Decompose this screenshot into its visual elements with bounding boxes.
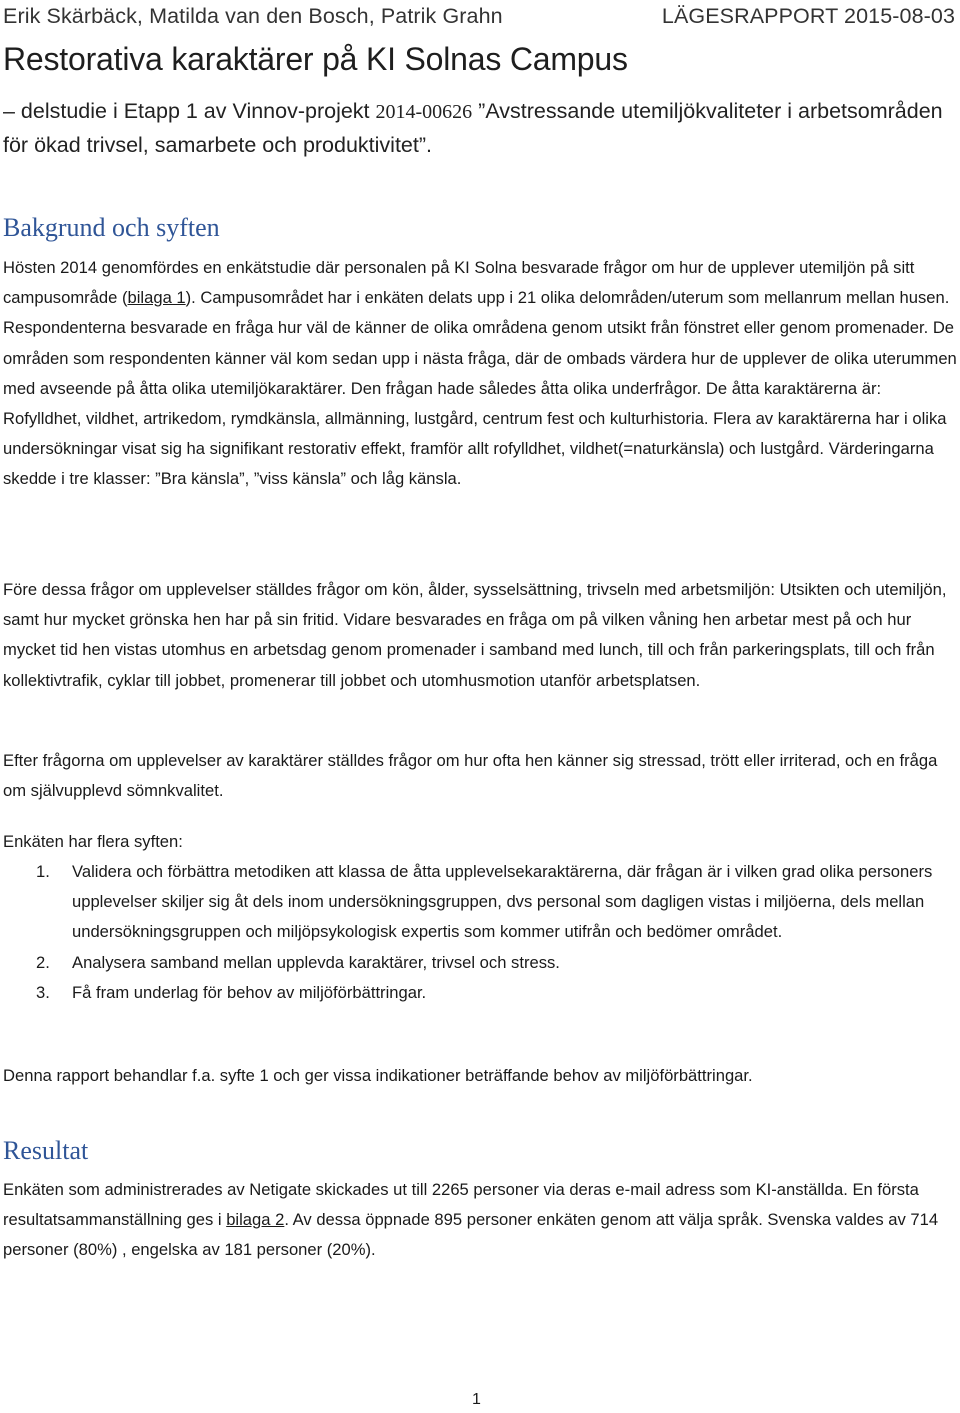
heading-resultat: Resultat	[3, 1136, 89, 1165]
list-item	[3, 857, 960, 948]
paragraph-bakgrund-4: Enkäten har flera syften:	[3, 832, 183, 851]
bilaga-2-link[interactable]: bilaga 2	[226, 1210, 285, 1230]
header-report-label: LÄGESRAPPORT 2015-08-03	[661, 4, 955, 28]
subtitle-project-number: 2014-00626	[375, 101, 473, 123]
list-item	[3, 948, 960, 978]
paragraph-text: ). Campusområdet har i enkäten delats upp i 21 olika delområden/uterum som mellanrum mellan husen. Respondenterna besvarade en fråga hur väl de känner de olika områdena genom utsikt från fönstret eller genom promenader. De områden som respondenten känner väl kom sedan upp i nästa fråga, där de ombads värdera hur de upplever de olika uterummen med avseende på åtta olika utemiljökaraktärer. Den frågan hade således åtta olika underfrågor. De åtta karaktärerna är: Rofylldhet, vildhet, artrikedom, rymdkänsla, allmänning, lustgård, centrum fest och kulturhistoria. Flera av karaktärerna har i olika undersökningar visat sig ha signifikant restorativ effekt, framför allt rofylldhet, vildhet(=naturkänsla) och lustgård. Värderingarna skedde i tre klasser: ”Bra känsla”, ”viss känsla” och låg känsla.	[3, 288, 957, 489]
paragraph-text: Enkäten som administrerades av Netigate skickades ut till 2265 personer via deras e-mail adress som KI-anställda. En första resultatsammanställning ges i	[3, 1180, 919, 1230]
list-marker: 1.	[36, 862, 50, 881]
page-header	[3, 4, 955, 29]
subtitle-part2: ”Avstressande utemiljökvaliteter i arbetsområden för ökad trivsel, samarbete och produktivitet”.	[3, 99, 943, 157]
bilaga-1-link[interactable]: bilaga 1	[127, 288, 186, 308]
purpose-list	[3, 857, 960, 1008]
list-item	[3, 978, 960, 1008]
page-number: 1	[472, 1391, 481, 1408]
paragraph-bakgrund-1	[3, 253, 960, 495]
paragraph-bakgrund-3: Efter frågorna om upplevelser av karaktärer ställdes frågor om hur ofta hen känner sig stressad, trött eller irriterad, och en fråga om självupplevd sömnkvalitet.	[3, 751, 938, 801]
list-marker: 3.	[36, 982, 50, 1002]
paragraph-text: . Av dessa öppnade 895 personer enkäten genom att välja språk. Svenska valdes av 714 personer (80%) , engelska av 181 personer (20%).	[3, 1210, 939, 1260]
paragraph-resultat-1	[3, 1175, 960, 1266]
list-item-text: Få fram underlag för behov av miljöförbättringar.	[72, 982, 427, 1002]
document-title: Restorativa karaktärer på KI Solnas Campus	[3, 41, 628, 77]
header-authors: Erik Skärbäck, Matilda van den Bosch, Patrik Grahn	[3, 4, 503, 28]
subtitle-part1: – delstudie i Etapp 1 av Vinnov-projekt	[3, 99, 376, 123]
heading-bakgrund: Bakgrund och syften	[3, 213, 220, 242]
list-marker: 2.	[36, 952, 50, 972]
list-item-text: Analysera samband mellan upplevda karaktärer, trivsel och stress.	[72, 952, 560, 972]
paragraph-bakgrund-2: Före dessa frågor om upplevelser ställdes frågor om kön, ålder, sysselsättning, trivseln med arbetsmiljön: Utsikten och utemiljön, samt hur mycket grönska hen har på sin fritid. Vidare besvarades en fråga om på vilken våning hen arbetar mest på och hur mycket tid hen vistas utomhus en arbetsdag genom promenader i samband med lunch, till och från parkeringsplats, till och från kollektivtrafik, cyklar till jobbet, promenerar till jobbet och utomhusmotion utanför arbetsplatsen.	[3, 580, 947, 690]
paragraph-bakgrund-5: Denna rapport behandlar f.a. syfte 1 och ger vissa indikationer beträffande behov av miljöförbättringar.	[3, 1066, 753, 1085]
list-item-text: Validera och förbättra metodiken att klassa de åtta upplevelsekaraktärerna, där frågan är i vilken grad olika personers upplevelser skiljer sig åt dels inom undersökningsgruppen, dvs personal som dagligen vistas i miljöerna, dels mellan undersökningsgruppen och miljöpsykologisk expertis som kommer utifrån och bedömer området.	[72, 862, 933, 942]
document-subtitle	[3, 95, 953, 162]
paragraph-text: Hösten 2014 genomfördes en enkätstudie där personalen på KI Solna besvarade frågor om hur de upplever utemiljön på sitt campusområde (	[3, 258, 915, 308]
